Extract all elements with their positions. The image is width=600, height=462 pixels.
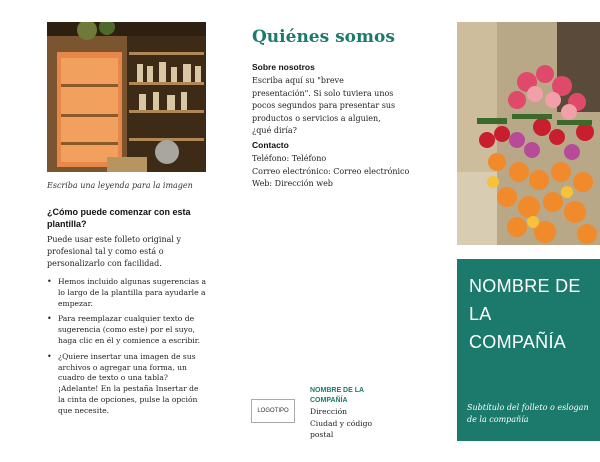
- bullet-icon: •: [47, 351, 52, 361]
- contact-email: Correo electrónico: Correo electrónico: [252, 167, 410, 176]
- bullet-icon: •: [47, 277, 52, 286]
- address-line: Dirección: [310, 407, 348, 416]
- tip-text: ¿Quiere insertar una imagen de sus archivos o agregar una forma, un cuadro de texto o una tabla? ¡Adelante! En la pestaña Insertar de la cinta de opciones, pulse la opción que necesite.: [58, 351, 199, 415]
- address-company-name: NOMBRE DE LA COMPAÑÍA: [310, 387, 364, 404]
- company-name-line: NOMBRE DE: [469, 276, 581, 296]
- list-item: [47, 277, 207, 309]
- tips-list: [47, 277, 207, 422]
- contact-web: Web: Dirección web: [252, 179, 333, 188]
- list-item: [47, 314, 207, 346]
- company-name-line: COMPAÑÍA: [469, 332, 567, 352]
- intro-paragraph: Puede usar este folleto original y profesional tal y como está o personalizarlo con facilidad.: [47, 235, 182, 268]
- tip-text: Hemos incluido algunas sugerencias a lo largo de la plantilla para ayudarle a empezar.: [58, 277, 207, 308]
- list-item: [47, 352, 207, 417]
- company-name-title: [469, 272, 594, 356]
- contact-phone: Teléfono: Teléfono: [252, 154, 327, 163]
- tip-text: Para reemplazar cualquier texto de sugerencia (como este) por el suyo, haga clic en él y comience a escribir.: [58, 314, 200, 345]
- shop-photo: [47, 22, 206, 172]
- contact-heading: Contacto: [252, 140, 289, 150]
- how-to-start-heading: ¿Cómo puede comenzar con esta plantilla?: [47, 207, 191, 229]
- about-text: Escriba aquí su "breve presentación". Si solo tuviera unos pocos segundos para presentar sus productos o servicios a alguien, ¿qué diría?: [252, 76, 396, 136]
- shop-photo-graphic: [47, 22, 206, 172]
- logo-placeholder: LOGOTIPO: [251, 399, 295, 423]
- about-heading: Sobre nosotros: [252, 62, 315, 72]
- brochure-subtitle: Subtítulo del folleto o eslogan de la compañía: [467, 403, 589, 424]
- flowers-photo-graphic: [457, 22, 600, 245]
- flowers-photo: [457, 22, 600, 245]
- company-name-line: LA: [469, 304, 492, 324]
- image-caption: Escriba una leyenda para la imagen: [47, 181, 193, 190]
- address-city: Ciudad y código postal: [310, 419, 373, 439]
- about-title: Quiénes somos: [252, 27, 395, 47]
- bullet-icon: •: [47, 314, 52, 324]
